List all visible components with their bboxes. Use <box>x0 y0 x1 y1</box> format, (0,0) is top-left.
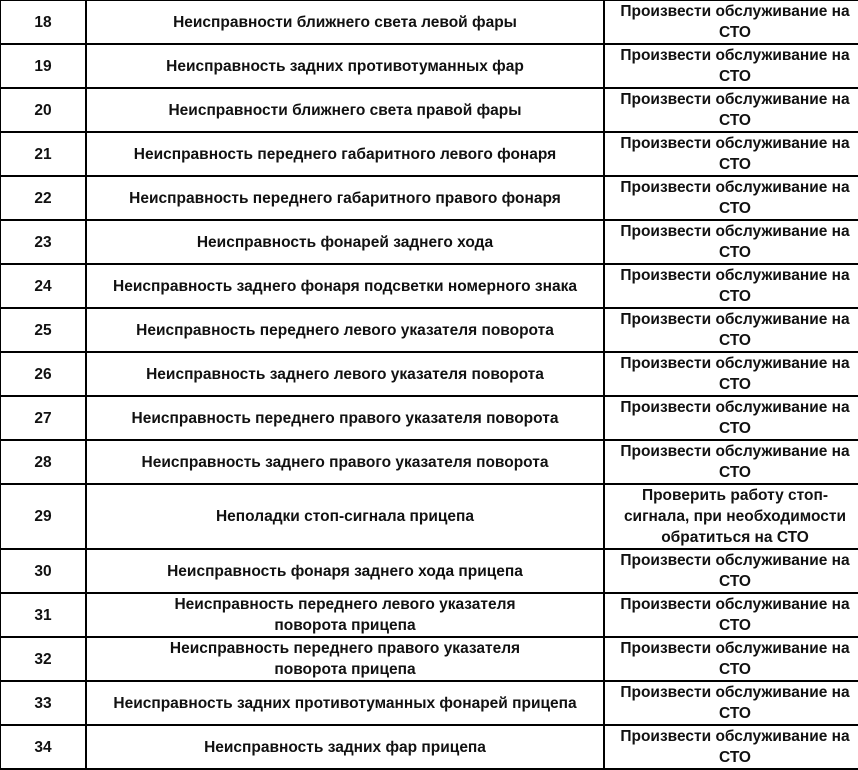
malfunction-description: Неисправность переднего правого указателя поворота прицепа <box>86 637 604 681</box>
table-row <box>0 549 858 593</box>
recommended-action: Произвести обслуживание на СТО <box>604 44 858 88</box>
malfunction-description: Неисправности ближнего света правой фары <box>86 88 604 132</box>
row-number: 22 <box>0 176 86 220</box>
recommended-action: Произвести обслуживание на СТО <box>604 440 858 484</box>
row-number: 24 <box>0 264 86 308</box>
recommended-action: Произвести обслуживание на СТО <box>604 0 858 44</box>
table-row <box>0 484 858 549</box>
row-number: 30 <box>0 549 86 593</box>
table-row <box>0 132 858 176</box>
row-number: 21 <box>0 132 86 176</box>
row-number: 19 <box>0 44 86 88</box>
table-row <box>0 396 858 440</box>
recommended-action: Произвести обслуживание на СТО <box>604 352 858 396</box>
malfunction-description: Неисправность задних противотуманных фонарей прицепа <box>86 681 604 725</box>
row-number: 31 <box>0 593 86 637</box>
table-row <box>0 264 858 308</box>
recommended-action: Произвести обслуживание на СТО <box>604 593 858 637</box>
row-number: 28 <box>0 440 86 484</box>
table-row <box>0 352 858 396</box>
recommended-action: Проверить работу стоп- сигнала, при необходимости обратиться на СТО <box>604 484 858 549</box>
malfunction-description: Неисправность переднего левого указателя поворота прицепа <box>86 593 604 637</box>
malfunction-description: Неисправность заднего левого указателя поворота <box>86 352 604 396</box>
row-number: 20 <box>0 88 86 132</box>
malfunction-description: Неисправность задних фар прицепа <box>86 725 604 769</box>
table-row <box>0 0 858 44</box>
table-row <box>0 637 858 681</box>
malfunction-description: Неисправность переднего габаритного левого фонаря <box>86 132 604 176</box>
table-row <box>0 220 858 264</box>
recommended-action: Произвести обслуживание на СТО <box>604 308 858 352</box>
recommended-action: Произвести обслуживание на СТО <box>604 725 858 769</box>
row-number: 26 <box>0 352 86 396</box>
malfunction-description: Неисправность задних противотуманных фар <box>86 44 604 88</box>
recommended-action: Произвести обслуживание на СТО <box>604 264 858 308</box>
recommended-action: Произвести обслуживание на СТО <box>604 549 858 593</box>
row-number: 18 <box>0 0 86 44</box>
malfunction-description: Неисправность переднего левого указателя поворота <box>86 308 604 352</box>
malfunction-description: Неисправность переднего правого указателя поворота <box>86 396 604 440</box>
recommended-action: Произвести обслуживание на СТО <box>604 637 858 681</box>
recommended-action: Произвести обслуживание на СТО <box>604 132 858 176</box>
malfunction-description: Неисправность заднего фонаря подсветки номерного знака <box>86 264 604 308</box>
malfunction-description: Неисправность заднего правого указателя поворота <box>86 440 604 484</box>
row-number: 32 <box>0 637 86 681</box>
malfunction-description: Неисправность фонаря заднего хода прицепа <box>86 549 604 593</box>
table-row <box>0 308 858 352</box>
row-number: 23 <box>0 220 86 264</box>
recommended-action: Произвести обслуживание на СТО <box>604 220 858 264</box>
malfunction-description: Неполадки стоп-сигнала прицепа <box>86 484 604 549</box>
recommended-action: Произвести обслуживание на СТО <box>604 396 858 440</box>
row-number: 29 <box>0 484 86 549</box>
malfunction-description: Неисправность фонарей заднего хода <box>86 220 604 264</box>
row-number: 27 <box>0 396 86 440</box>
table-row <box>0 593 858 637</box>
recommended-action: Произвести обслуживание на СТО <box>604 88 858 132</box>
table-row <box>0 681 858 725</box>
malfunction-description: Неисправность переднего габаритного правого фонаря <box>86 176 604 220</box>
table-row <box>0 88 858 132</box>
table-row <box>0 440 858 484</box>
table-row <box>0 44 858 88</box>
table-row <box>0 176 858 220</box>
recommended-action: Произвести обслуживание на СТО <box>604 681 858 725</box>
row-number: 25 <box>0 308 86 352</box>
row-number: 33 <box>0 681 86 725</box>
recommended-action: Произвести обслуживание на СТО <box>604 176 858 220</box>
malfunction-description: Неисправности ближнего света левой фары <box>86 0 604 44</box>
table-row <box>0 725 858 769</box>
row-number: 34 <box>0 725 86 769</box>
